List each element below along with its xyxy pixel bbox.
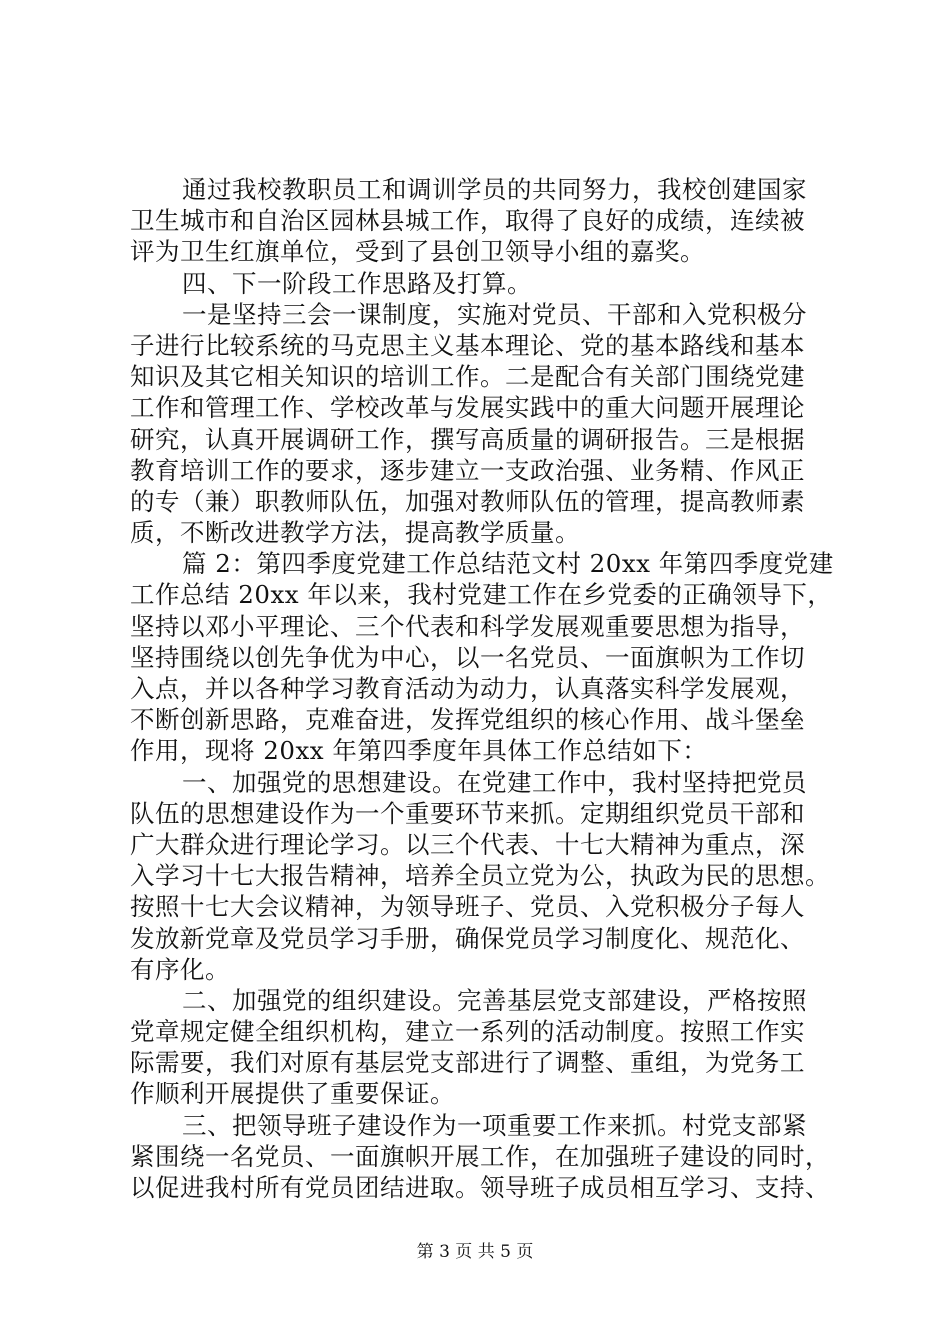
text-line: 不断创新思路，克难奋进，发挥党组织的核心作用、战斗堡垒 bbox=[130, 705, 805, 735]
text-line: 入学习十七大报告精神，培养全员立党为公，执政为民的思想。 bbox=[130, 861, 830, 891]
text-line: 有序化。 bbox=[130, 954, 230, 984]
text-line: 坚持以邓小平理论、三个代表和科学发展观重要思想为指导， bbox=[130, 611, 805, 641]
text-line: 评为卫生红旗单位，受到了县创卫领导小组的嘉奖。 bbox=[130, 237, 705, 267]
text-line: 以促进我村所有党员团结进取。领导班子成员相互学习、支持、 bbox=[130, 1173, 830, 1202]
text-line: 四、下一阶段工作思路及打算。 bbox=[182, 268, 532, 298]
text-line: 三、把领导班子建设作为一项重要工作来抓。村党支部紧 bbox=[182, 1110, 807, 1140]
text-line: 子进行比较系统的马克思主义基本理论、党的基本路线和基本 bbox=[130, 330, 805, 360]
text-line: 党章规定健全组织机构，建立一系列的活动制度。按照工作实 bbox=[130, 1017, 805, 1047]
document-body bbox=[130, 174, 834, 1203]
text-line: 入点，并以各种学习教育活动为动力，认真落实科学发展观， bbox=[130, 674, 805, 703]
text-line: 二、加强党的组织建设。完善基层党支部建设，严格按照 bbox=[182, 985, 807, 1015]
text-line: 际需要，我们对原有基层党支部进行了调整、重组，为党务工 bbox=[130, 1048, 805, 1078]
text-line: 作顺利开展提供了重要保证。 bbox=[130, 1079, 455, 1109]
text-line: 质，不断改进教学方法，提高教学质量。 bbox=[130, 518, 580, 548]
text-line: 卫生城市和自治区园林县城工作，取得了良好的成绩，连续被 bbox=[130, 206, 805, 236]
text-line: 教育培训工作的要求，逐步建立一支政治强、业务精、作风正 bbox=[130, 455, 805, 485]
page-footer: 第 3 页 共 5 页 bbox=[416, 1242, 534, 1262]
text-line: 队伍的思想建设作为一个重要环节来抓。定期组织党员干部和 bbox=[130, 798, 805, 828]
text-line: 知识及其它相关知识的培训工作。二是配合有关部门围绕党建 bbox=[130, 362, 805, 392]
text-line: 研究，认真开展调研工作，撰写高质量的调研报告。三是根据 bbox=[130, 424, 805, 454]
text-line: 紧围绕一名党员、一面旗帜开展工作，在加强班子建设的同时， bbox=[130, 1141, 830, 1171]
text-line: 的专（兼）职教师队伍，加强对教师队伍的管理，提高教师素 bbox=[130, 486, 805, 516]
text-line: 按照十七大会议精神，为领导班子、党员、入党积极分子每人 bbox=[130, 892, 805, 922]
text-line: 工作总结 20xx 年以来，我村党建工作在乡党委的正确领导下， bbox=[130, 580, 833, 610]
text-line: 工作和管理工作、学校改革与发展实践中的重大问题开展理论 bbox=[130, 393, 805, 423]
text-line: 坚持围绕以创先争优为中心，以一名党员、一面旗帜为工作切 bbox=[130, 642, 805, 672]
text-line: 一、加强党的思想建设。在党建工作中，我村坚持把党员 bbox=[182, 767, 807, 797]
text-line: 篇 2：第四季度党建工作总结范文村 20xx 年第四季度党建 bbox=[182, 549, 834, 579]
text-line: 作用，现将 20xx 年第四季度年具体工作总结如下： bbox=[130, 736, 708, 766]
text-line: 一是坚持三会一课制度，实施对党员、干部和入党积极分 bbox=[182, 299, 807, 329]
text-line: 通过我校教职员工和调训学员的共同努力，我校创建国家 bbox=[182, 175, 807, 204]
text-line: 发放新党章及党员学习手册，确保党员学习制度化、规范化、 bbox=[130, 923, 805, 953]
text-line: 广大群众进行理论学习。以三个代表、十七大精神为重点，深 bbox=[130, 829, 805, 859]
